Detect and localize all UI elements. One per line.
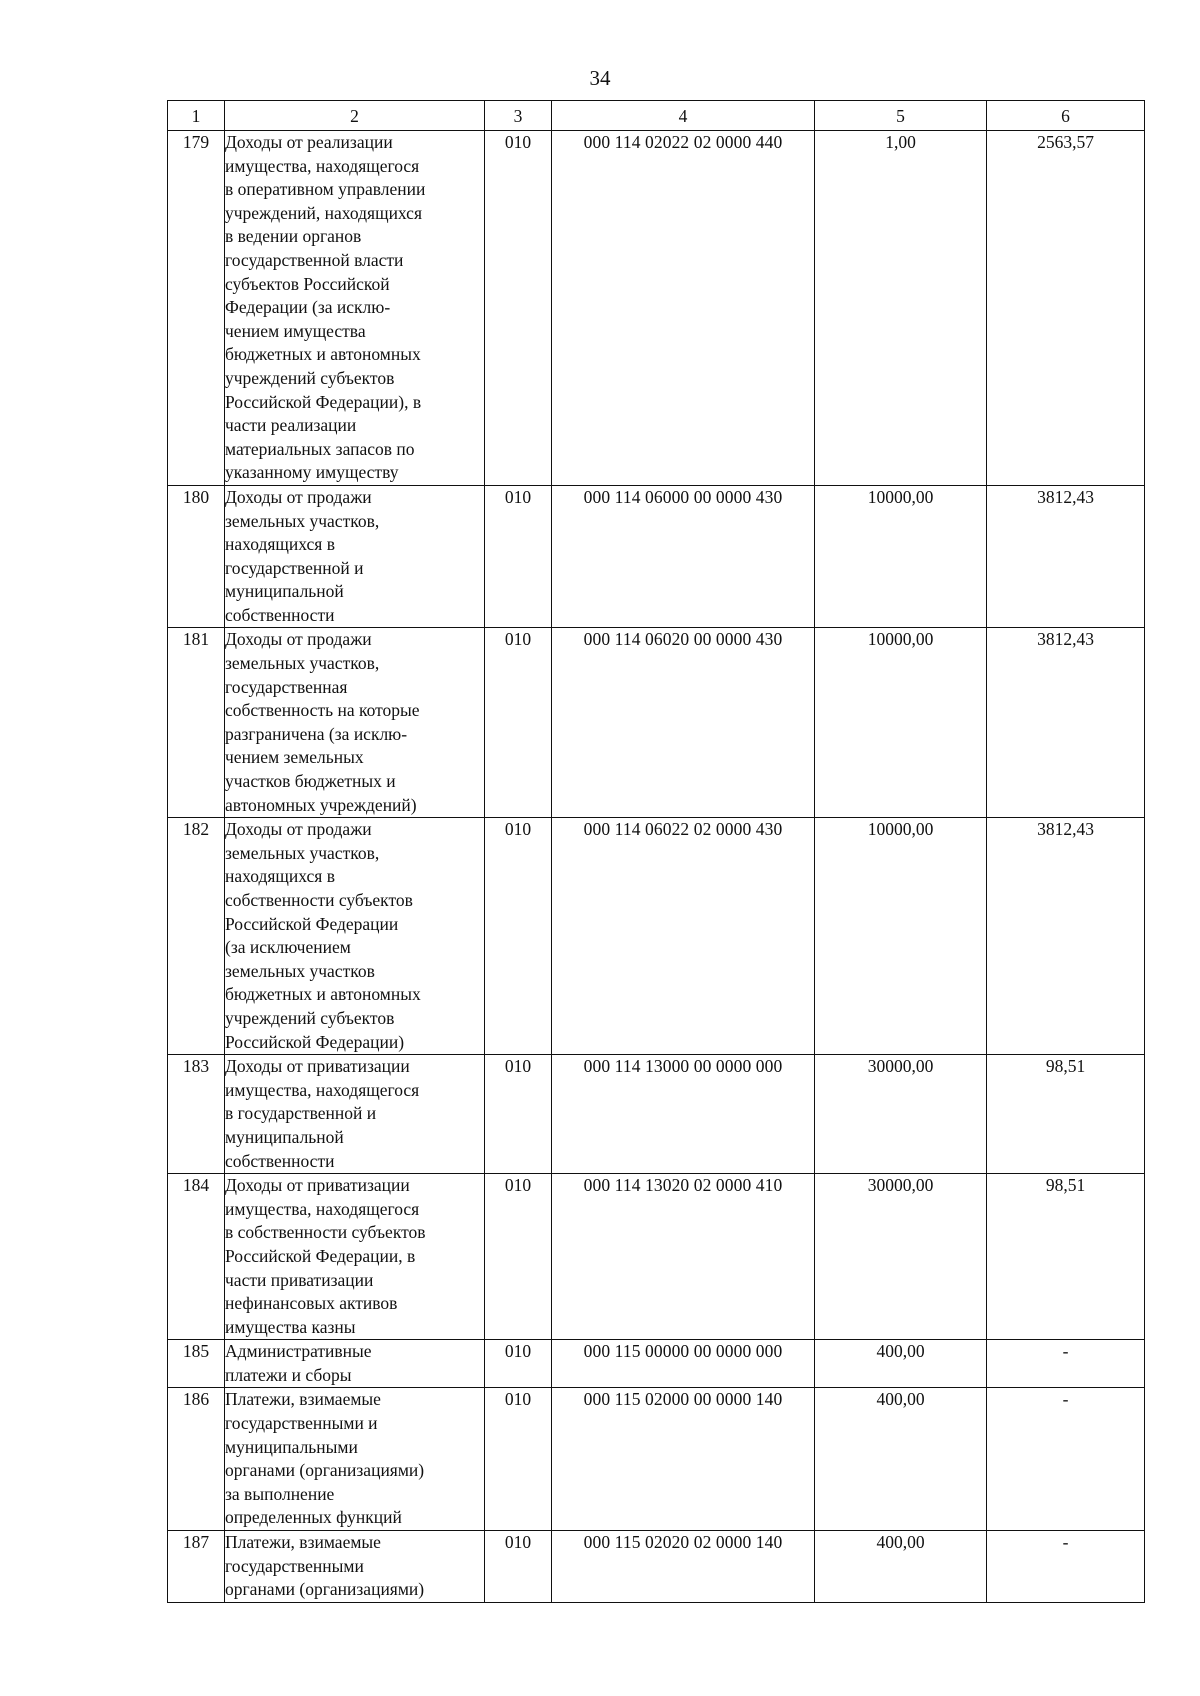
revenue-name: [225, 485, 485, 628]
revenue-name-text: Доходы от продажи земельных участков, находящихся в собственности субъектов Российской Федерации (за исключением земельных участков бюджетных и автономных учреждений субъектов Российской Федерации): [225, 819, 421, 1052]
actual-amount: 98,51: [987, 1174, 1145, 1340]
row-number: 181: [168, 628, 225, 818]
plan-amount: 30000,00: [815, 1174, 987, 1340]
revenue-name-text: Доходы от приватизации имущества, находящегося в государственной и муниципальной собственности: [225, 1056, 420, 1171]
classification-code: 000 114 02022 02 0000 440: [552, 131, 815, 486]
actual-amount: 3812,43: [987, 818, 1145, 1055]
table-header-row: [168, 101, 1145, 131]
row-number: 182: [168, 818, 225, 1055]
actual-amount: 3812,43: [987, 485, 1145, 628]
revenue-name-text: Административные платежи и сборы: [225, 1341, 372, 1385]
actual-amount: 98,51: [987, 1055, 1145, 1174]
admin-code: 010: [485, 1340, 552, 1388]
revenue-name: [225, 1340, 485, 1388]
revenue-name: [225, 1055, 485, 1174]
row-number: 180: [168, 485, 225, 628]
classification-code: 000 115 02020 02 0000 140: [552, 1531, 815, 1603]
revenue-name: [225, 818, 485, 1055]
row-number: 185: [168, 1340, 225, 1388]
table-row: [168, 485, 1145, 628]
classification-code: 000 115 00000 00 0000 000: [552, 1340, 815, 1388]
actual-amount: 3812,43: [987, 628, 1145, 818]
header-col-3: 3: [485, 101, 552, 131]
table-row: [168, 1055, 1145, 1174]
classification-code: 000 114 06022 02 0000 430: [552, 818, 815, 1055]
revenue-name: [225, 1388, 485, 1531]
row-number: 186: [168, 1388, 225, 1531]
actual-amount: -: [987, 1340, 1145, 1388]
page-number: 34: [589, 66, 611, 90]
revenue-name: [225, 1174, 485, 1340]
classification-code: 000 114 06020 00 0000 430: [552, 628, 815, 818]
plan-amount: 400,00: [815, 1531, 987, 1603]
plan-amount: 400,00: [815, 1340, 987, 1388]
header-col-1: 1: [168, 101, 225, 131]
classification-code: 000 114 13000 00 0000 000: [552, 1055, 815, 1174]
revenue-name-text: Доходы от приватизации имущества, находящегося в собственности субъектов Российской Федерации, в части приватизации нефинансовых активов имущества казны: [225, 1175, 426, 1337]
revenue-name-text: Платежи, взимаемые государственными и муниципальными органами (организациями) за выполнение определенных функций: [225, 1389, 425, 1528]
revenue-name-text: Доходы от продажи земельных участков, находящихся в государственной и муниципальной собственности: [225, 486, 380, 625]
revenue-name: [225, 131, 485, 486]
table-row: [168, 818, 1145, 1055]
table-row: [168, 131, 1145, 486]
header-col-4: 4: [552, 101, 815, 131]
admin-code: 010: [485, 628, 552, 818]
header-col-6: 6: [987, 101, 1145, 131]
plan-amount: 400,00: [815, 1388, 987, 1531]
row-number: 179: [168, 131, 225, 486]
admin-code: 010: [485, 1055, 552, 1174]
header-col-5: 5: [815, 101, 987, 131]
revenue-name: [225, 628, 485, 818]
row-number: 183: [168, 1055, 225, 1174]
row-number: 184: [168, 1174, 225, 1340]
plan-amount: 1,00: [815, 131, 987, 486]
table-row: [168, 1340, 1145, 1388]
actual-amount: 2563,57: [987, 131, 1145, 486]
plan-amount: 10000,00: [815, 818, 987, 1055]
header-col-2: 2: [225, 101, 485, 131]
budget-revenue-table: [167, 100, 1145, 1603]
revenue-name-text: Платежи, взимаемые государственными органами (организациями): [225, 1532, 425, 1600]
admin-code: 010: [485, 485, 552, 628]
table-row: [168, 1174, 1145, 1340]
admin-code: 010: [485, 1174, 552, 1340]
classification-code: 000 115 02000 00 0000 140: [552, 1388, 815, 1531]
classification-code: 000 114 13020 02 0000 410: [552, 1174, 815, 1340]
admin-code: 010: [485, 131, 552, 486]
classification-code: 000 114 06000 00 0000 430: [552, 485, 815, 628]
admin-code: 010: [485, 1388, 552, 1531]
table-row: [168, 1531, 1145, 1603]
plan-amount: 30000,00: [815, 1055, 987, 1174]
actual-amount: -: [987, 1531, 1145, 1603]
admin-code: 010: [485, 818, 552, 1055]
plan-amount: 10000,00: [815, 628, 987, 818]
revenue-name: [225, 1531, 485, 1603]
revenue-name-text: Доходы от реализации имущества, находящегося в оперативном управлении учреждений, находящихся в ведении органов государственной власти субъектов Российской Федерации (за исклю- чением имущества бюджетных и автономных учреждений субъектов Российской Федерации), в части реализации материальных запасов по указанному имуществу: [225, 132, 426, 483]
revenue-name-text: Доходы от продажи земельных участков, государственная собственность на которые разграничена (за исклю- чением земельных участков бюджетных и автономных учреждений): [225, 629, 420, 815]
plan-amount: 10000,00: [815, 485, 987, 628]
admin-code: 010: [485, 1531, 552, 1603]
actual-amount: -: [987, 1388, 1145, 1531]
table-row: [168, 628, 1145, 818]
table-row: [168, 1388, 1145, 1531]
row-number: 187: [168, 1531, 225, 1603]
